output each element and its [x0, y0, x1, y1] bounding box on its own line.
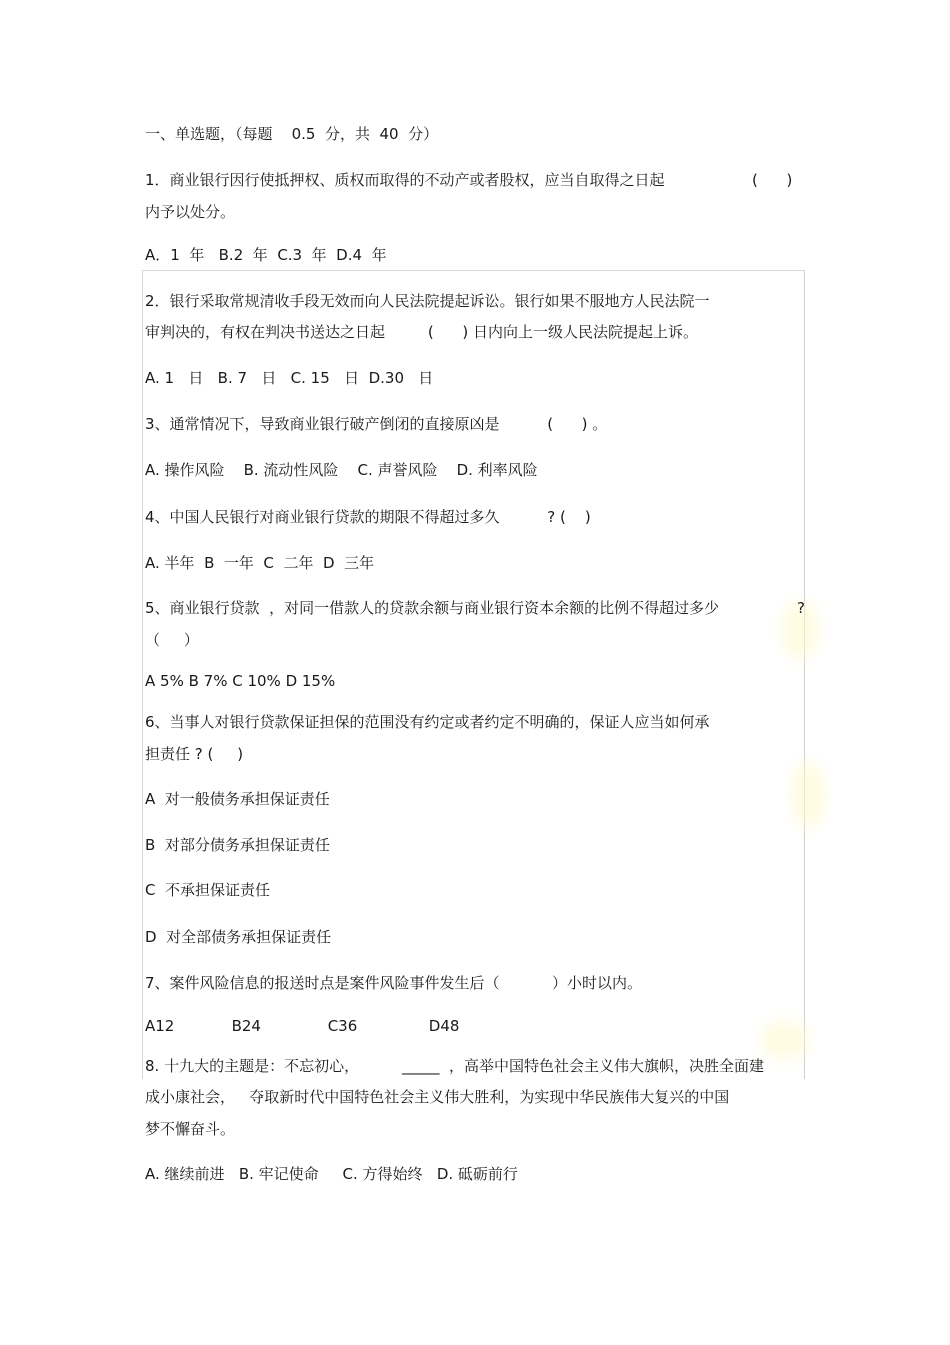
question-6-option: C 不承担保证责任	[145, 881, 271, 899]
question-1-options: A．1 年 B.2 年 C.3 年 D.4 年	[145, 246, 387, 264]
question-4-options: A. 半年 B 一年 C 二年 D 三年	[145, 554, 375, 572]
question-6-text: 担责任 ? ( )	[145, 745, 244, 763]
question-6-option: A 对一般债务承担保证责任	[145, 790, 330, 808]
question-5-tail: ?	[797, 599, 805, 617]
question-2-text: 2．银行采取常规清收手段无效而向人民法院提起诉讼。银行如果不服地方人民法院一	[145, 292, 710, 310]
question-5-text: 5、商业银行贷款 ，对同一借款人的贷款余额与商业银行资本余额的比例不得超过多少	[145, 599, 720, 617]
question-8-text: 梦不懈奋斗。	[145, 1120, 236, 1138]
question-1-text: 1．商业银行因行使抵押权、质权而取得的不动产或者股权，应当自取得之日起	[145, 171, 665, 189]
question-5-options: A 5% B 7% C 10% D 15%	[145, 672, 336, 690]
question-8-options: A. 继续前进 B. 牢记使命 C. 方得始终 D. 砥砺前行	[145, 1165, 518, 1183]
question-2-options: A. 1 日 B. 7 日 C. 15 日 D.30 日	[145, 369, 434, 387]
background-tinge	[790, 760, 826, 830]
question-2-text: 审判决的，有权在判决书送达之日起 ( ) 日内向上一级人民法院提起上诉。	[145, 323, 698, 341]
question-1-bracket: ( )	[752, 171, 793, 189]
question-4-text: 4、中国人民银行对商业银行贷款的期限不得超过多久 ? ( )	[145, 508, 591, 526]
background-tinge	[760, 1020, 810, 1060]
section-title: 一、单选题，（每题 0.5 分，共 40 分）	[145, 125, 439, 143]
question-3-options: A. 操作风险 B. 流动性风险 C. 声誉风险 D. 利率风险	[145, 461, 538, 479]
question-7-text: 7、案件风险信息的报送时点是案件风险事件发生后（ ）小时以内。	[145, 974, 642, 992]
question-7-options: A12 B24 C36 D48	[145, 1017, 460, 1035]
question-6-option: B 对部分债务承担保证责任	[145, 836, 330, 854]
question-5-text: （ ）	[145, 631, 199, 649]
question-3-text: 3、通常情况下，导致商业银行破产倒闭的直接原凶是 ( ) 。	[145, 415, 608, 433]
question-6-text: 6、当事人对银行贷款保证担保的范围没有约定或者约定不明确的，保证人应当如何承	[145, 713, 710, 731]
question-6-option: D 对全部债务承担保证责任	[145, 928, 332, 946]
question-8-text: 8. 十九大的主题是：不忘初心， _____ ，高举中国特色社会主义伟大旗帜，决胜全面建	[145, 1057, 765, 1075]
question-1-text: 内予以处分。	[145, 203, 236, 221]
question-8-text: 成小康社会， 夺取新时代中国特色社会主义伟大胜利，为实现中华民族伟大复兴的中国	[145, 1088, 730, 1106]
